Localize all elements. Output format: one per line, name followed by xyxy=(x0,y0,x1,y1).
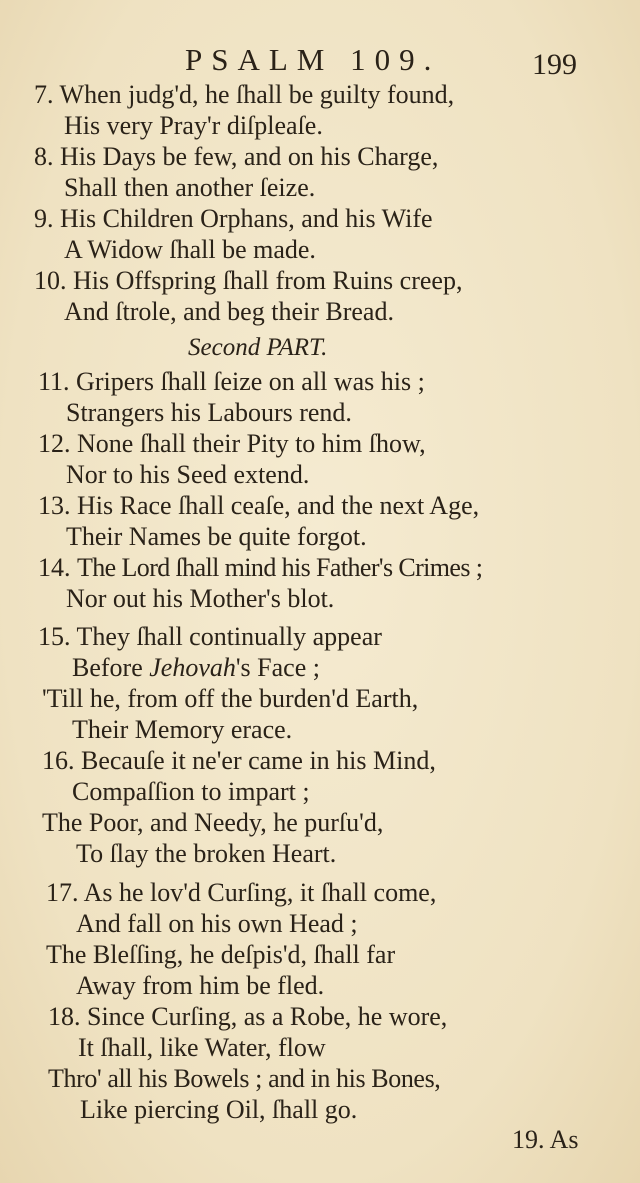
divine-name: Jehovah xyxy=(149,653,236,682)
verse-text: The Bleſſing, he deſpis'd, ſhall far xyxy=(46,940,396,969)
running-title: PSALM 109. xyxy=(185,42,441,77)
verse-text: It ſhall, like Water, flow xyxy=(78,1033,326,1062)
verse-line xyxy=(42,808,383,838)
verse-line xyxy=(38,491,479,521)
verse-text: Their Memory erace. xyxy=(72,715,293,744)
verse-text: And ſtrole, and beg their Bread. xyxy=(64,297,394,326)
verse-number: 14. xyxy=(38,553,71,582)
verse-number: 9. xyxy=(34,204,54,233)
verse-number: 13. xyxy=(38,491,71,520)
verse-line xyxy=(48,1064,440,1094)
verse-line xyxy=(34,80,454,110)
verse-line xyxy=(72,715,292,745)
verse-text: Gripers ſhall ſeize on all was his ; xyxy=(76,367,425,396)
verse-number: 17. xyxy=(46,878,79,907)
verse-text: His very Pray'r diſpleaſe. xyxy=(64,111,323,140)
verse-text: Compaſſion to impart ; xyxy=(72,777,310,806)
verse-line xyxy=(78,1033,326,1063)
verse-text: His Race ſhall ceaſe, and the next Age, xyxy=(77,491,480,520)
verse-number: 12. xyxy=(38,429,71,458)
verse-line xyxy=(72,653,320,683)
verse-line xyxy=(42,684,418,714)
verse-line xyxy=(64,297,394,327)
verse-text: They ſhall continually appear xyxy=(76,622,382,651)
verse-line xyxy=(64,235,316,265)
verse-line xyxy=(48,1002,447,1032)
verse-text: 's Face ; xyxy=(235,653,320,682)
verse-text: Like piercing Oil, ſhall go. xyxy=(80,1095,358,1124)
verse-line xyxy=(66,398,352,428)
verse-text: To ſlay the broken Heart. xyxy=(76,839,337,868)
verse-line xyxy=(38,429,426,459)
verse-text: His Children Orphans, and his Wife xyxy=(60,204,433,233)
verse-text: 'Till he, from off the burden'd Earth, xyxy=(42,684,419,713)
verse-text: Shall then another ſeize. xyxy=(64,173,316,202)
verse-line xyxy=(34,204,433,234)
verse-text: His Offspring ſhall from Ruins creep, xyxy=(73,266,463,295)
verse-line xyxy=(42,746,436,776)
verse-line xyxy=(66,460,309,490)
verse-number: 7. xyxy=(34,80,54,109)
verse-text: Away from him be fled. xyxy=(76,971,325,1000)
verse-text: As he lov'd Curſing, it ſhall come, xyxy=(83,878,437,907)
verse-line xyxy=(34,142,438,172)
verse-line xyxy=(38,367,425,397)
verse-line xyxy=(34,266,462,296)
running-header xyxy=(0,42,640,82)
verse-text: When judg'd, he ſhall be guilty found, xyxy=(59,80,455,109)
verse-line xyxy=(46,940,395,970)
verse-text: The Poor, and Needy, he purſu'd, xyxy=(42,808,384,837)
verse-text: Since Curſing, as a Robe, he wore, xyxy=(87,1002,448,1031)
verse-line xyxy=(64,173,315,203)
verse-text: Nor out his Mother's blot. xyxy=(66,584,335,613)
verse-text: Their Names be quite forgot. xyxy=(66,522,367,551)
verse-number: 11. xyxy=(38,367,70,396)
verse-number: 15. xyxy=(38,622,71,651)
verse-number: 10. xyxy=(34,266,67,295)
verse-text: None ſhall their Pity to him ſhow, xyxy=(77,429,426,458)
verse-text: The Lord ſhall mind his Father's Crimes ; xyxy=(77,553,483,582)
catchword: 19. As xyxy=(512,1125,579,1154)
section-heading: Second PART. xyxy=(188,334,328,361)
verse-line xyxy=(38,553,482,583)
verse-line xyxy=(76,909,358,939)
page-number: 199 xyxy=(532,48,577,81)
verse-text: His Days be few, and on his Charge, xyxy=(60,142,439,171)
verse-line xyxy=(66,522,367,552)
verse-line xyxy=(38,622,382,652)
verse-line xyxy=(72,777,310,807)
verse-text: Before xyxy=(72,653,150,682)
verse-number: 18. xyxy=(48,1002,81,1031)
verse-text: A Widow ſhall be made. xyxy=(64,235,316,264)
verse-text: And fall on his own Head ; xyxy=(76,909,358,938)
verse-number: 8. xyxy=(34,142,54,171)
verse-text: Becauſe it ne'er came in his Mind, xyxy=(81,746,436,775)
verse-text: Thro' all his Bowels ; and in his Bones, xyxy=(48,1064,441,1093)
verse-line xyxy=(76,971,324,1001)
verse-line xyxy=(76,839,336,869)
verse-line xyxy=(66,584,334,614)
verse-text: Nor to his Seed extend. xyxy=(66,460,310,489)
verse-line xyxy=(64,111,323,141)
verse-line xyxy=(80,1095,357,1125)
verse-line xyxy=(46,878,436,908)
verse-text: Strangers his Labours rend. xyxy=(66,398,352,427)
verse-number: 16. xyxy=(42,746,75,775)
